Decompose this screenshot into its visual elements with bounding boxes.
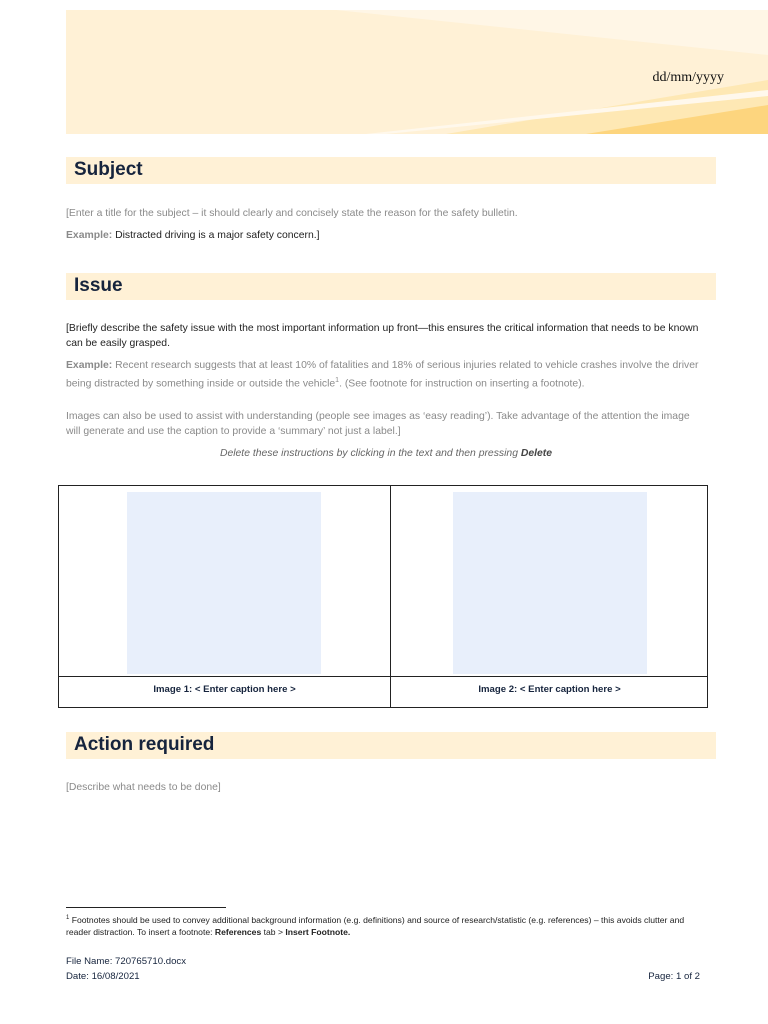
- footer-file-name: File Name: 720765710.docx: [66, 956, 186, 967]
- table-divider-vertical: [390, 486, 391, 707]
- header-banner: [66, 10, 768, 134]
- example-label: Example:: [66, 230, 113, 241]
- table-divider-horizontal: [59, 676, 707, 677]
- footnote: [66, 912, 696, 939]
- issue-example[interactable]: [66, 359, 706, 391]
- subject-instruction[interactable]: [Enter a title for the subject – it should clearly and concisely state the reason for the safety bulletin.: [66, 208, 518, 219]
- footnote-mid: tab >: [261, 927, 286, 938]
- footnote-text: Footnotes should be used to convey additional background information (e.g. definitions) and source of research/statistic (e.g. references) – this avoids clutter and reader distraction. To insert a footnote:: [66, 914, 685, 938]
- footnote-reference[interactable]: 1: [335, 376, 340, 384]
- action-instruction[interactable]: [Describe what needs to be done]: [66, 782, 221, 793]
- footnote-number: 1: [66, 915, 70, 921]
- issue-heading-bar: [66, 273, 716, 300]
- footnote-separator: [66, 907, 226, 908]
- delete-instruction-text: Delete these instructions by clicking in the text and then pressing: [219, 448, 521, 459]
- subject-heading-bar: [66, 157, 716, 184]
- image-1-caption[interactable]: Image 1: < Enter caption here >: [153, 684, 296, 695]
- footnote-bold-insert: Insert Footnote.: [285, 927, 351, 938]
- footer-date: Date: 16/08/2021: [66, 971, 140, 982]
- issue-example-text-a: Recent research suggests that at least 10% of fatalities and 18% of serious injuries related to vehicle crashes involve the driver being distracted by something inside or outside the vehicle: [66, 360, 699, 389]
- issue-example-text-b: . (See footnote for instruction on inserting a footnote).: [339, 377, 585, 389]
- subject-example-text: Distracted driving is a major safety concern.]: [112, 230, 320, 241]
- example-label: Example:: [66, 360, 113, 371]
- date-placeholder[interactable]: dd/mm/yyyy: [652, 70, 724, 85]
- footnote-bold-references: References: [214, 927, 262, 938]
- issue-paragraph-3[interactable]: Images can also be used to assist with understanding (people see images as ‘easy reading’). Take advantage of the attention the image will generate and use the caption to provide a ‘summary’ not just a label.]: [66, 411, 690, 437]
- action-heading-bar: [66, 732, 716, 759]
- issue-paragraph-1[interactable]: [Briefly describe the safety issue with the most important information up front—this ensures the critical information that needs to be known can be easily grasped.: [66, 323, 699, 349]
- action-heading: Action required: [74, 734, 215, 755]
- subject-example[interactable]: [66, 229, 706, 244]
- image-1-placeholder[interactable]: [127, 492, 321, 674]
- image-2-placeholder[interactable]: [453, 492, 647, 674]
- image-table: [58, 485, 708, 708]
- delete-key: Delete: [520, 448, 553, 459]
- footer-page-number: Page: 1 of 2: [648, 971, 700, 982]
- delete-instruction: [66, 448, 706, 459]
- image-2-caption[interactable]: Image 2: < Enter caption here >: [478, 684, 621, 695]
- issue-heading: Issue: [74, 275, 123, 296]
- subject-heading: Subject: [74, 159, 143, 180]
